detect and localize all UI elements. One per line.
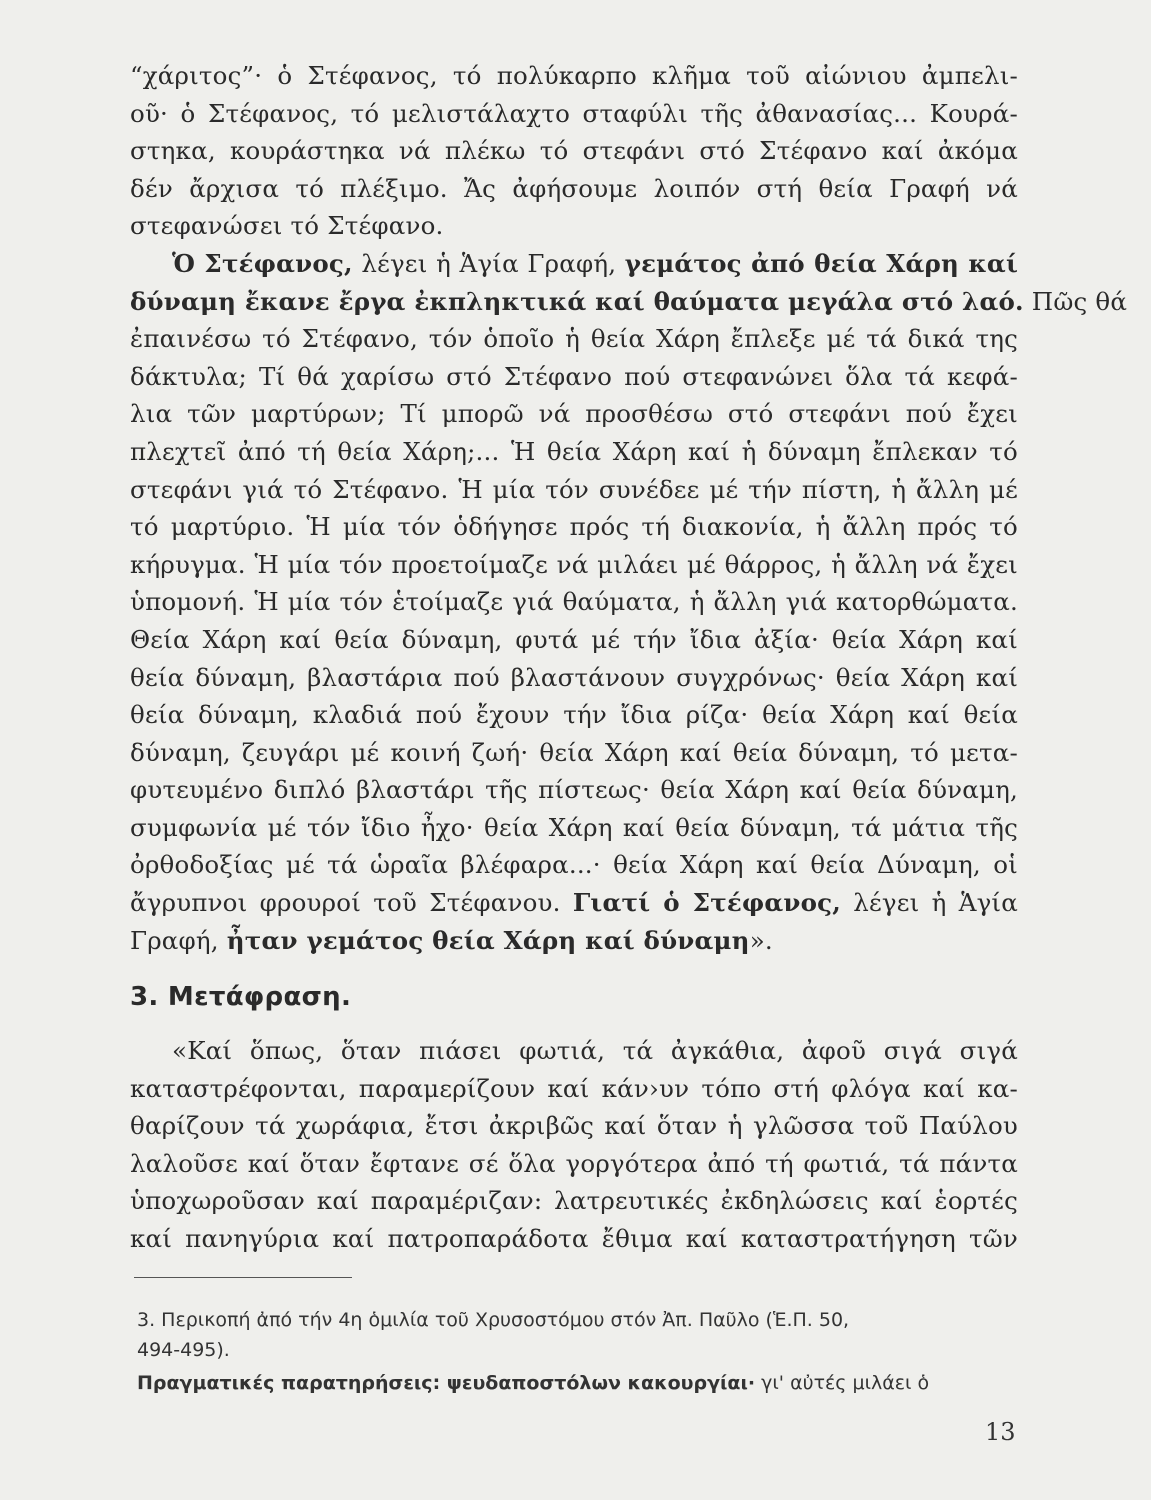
text-line: «Καί ὅπως, ὅταν πιάσει φωτιά, τά ἀγκάθια, ἀφοῦ σιγά σιγά [172, 1036, 1018, 1065]
text-line: δύναμη ἔκανε ἔργα ἐκπληκτικά καί θαύματα μεγάλα στό λαό. Πῶς θά [130, 286, 1128, 316]
text-line: συμφωνία μέ τόν ἴδιο ἦχο· θεία Χάρη καί θεία δύναμη, τά μάτια τῆς [130, 812, 1018, 842]
footnote-line: 3. Περικοπή ἀπό τήν 4η ὁμιλία τοῦ Χρυσοστόμου στόν Ἀπ. Παῦλο (Ἑ.Π. 50, [137, 1309, 850, 1331]
page-number: 13 [985, 1418, 1016, 1446]
text-line: πλεχτεῖ ἀπό τή θεία Χάρη;... Ἡ θεία Χάρη καί ἡ δύναμη ἔπλεκαν τό [130, 436, 1018, 466]
text-line: ὑπομονή. Ἡ μία τόν ἑτοίμαζε γιά θαύματα, ἡ ἄλλη γιά κατορθώματα. [130, 587, 1018, 617]
footnote-divider [134, 1277, 352, 1278]
margin-note [137, 1372, 1025, 1394]
translation-text [130, 1032, 1018, 1258]
text-line: λια τῶν μαρτύρων; Τί μπορῶ νά προσθέσω στό στεφάνι πού ἔχει [130, 399, 1018, 429]
text-line: στεφάνι γιά τό Στέφανο. Ἡ μία τόν συνέδεε μέ τήν πίστη, ἡ ἄλλη μέ [130, 474, 1018, 504]
text-line: θεία δύναμη, κλαδιά πού ἔχουν τήν ἴδια ρίζα· θεία Χάρη καί θεία [130, 700, 1018, 730]
text-line: φυτευμένο διπλό βλαστάρι τῆς πίστεως· θεία Χάρη καί θεία δύναμη, [130, 775, 1018, 805]
margin-note-rest: γι' αὐτές μιλάει ὁ [755, 1372, 930, 1394]
footnote-line: 494-495). [137, 1339, 230, 1361]
footnote [137, 1305, 1017, 1365]
text-line: ὑποχωροῦσαν καί παραμέριζαν: λατρευτικές ἐκδηλώσεις καί ἑορτές [130, 1186, 1018, 1216]
text-line: τό μαρτύριο. Ἡ μία τόν ὁδήγησε πρός τή διακονία, ἡ ἄλλη πρός τό [130, 512, 1018, 542]
text-line: “χάριτος”· ὁ Στέφανος, τό πολύκαρπο κλῆμα τοῦ αἰώνιου ἀμπελι- [130, 61, 1018, 90]
text-line: ὀρθοδοξίας μέ τά ὡραῖα βλέφαρα...· θεία Χάρη καί θεία Δύναμη, οἱ [130, 850, 1018, 880]
text-line: Θεία Χάρη καί θεία δύναμη, φυτά μέ τήν ἴδια ἀξία· θεία Χάρη καί [130, 624, 1018, 654]
text-line: δέν ἄρχισα τό πλέξιμο. Ἄς ἀφήσουμε λοιπόν στή θεία Γραφή νά [130, 173, 1018, 203]
text-line: ἐπαινέσω τό Στέφανο, τόν ὁποῖο ἡ θεία Χάρη ἔπλεξε μέ τά δικά της [130, 324, 1018, 354]
text-line: στηκα, κουράστηκα νά πλέκω τό στεφάνι στό Στέφανο καί ἀκόμα [130, 136, 1018, 166]
text-line: καταστρέφονται, παραμερίζουν καί κάν›υν τόπο στή φλόγα καί κα- [130, 1073, 1018, 1103]
text-line: λαλοῦσε καί ὅταν ἔφτανε σέ ὅλα γοργότερα ἀπό τή φωτιά, τά πάντα [130, 1148, 1018, 1178]
text-line: ἄγρυπνοι φρουροί τοῦ Στέφανου. Γιατί ὁ Στέφανος, λέγει ἡ Ἁγία [130, 888, 1018, 918]
section-heading: 3. Μετάφραση. [130, 982, 352, 1012]
text-line: καί πανηγύρια καί πατροπαράδοτα ἔθιμα καί καταστρατήγηση τῶν [130, 1223, 1018, 1253]
text-line: οῦ· ὁ Στέφανος, τό μελιστάλαχτο σταφύλι τῆς ἀθανασίας... Κουρά- [130, 98, 1018, 128]
text-line: δάκτυλα; Τί θά χαρίσω στό Στέφανο πού στεφανώνει ὅλα τά κεφά- [130, 361, 1018, 391]
text-line: δύναμη, ζευγάρι μέ κοινή ζωή· θεία Χάρη καί θεία δύναμη, τό μετα- [130, 737, 1018, 767]
main-text [130, 57, 1128, 959]
text-line: θεία δύναμη, βλαστάρια πού βλαστάνουν συγχρόνως· θεία Χάρη καί [130, 662, 1018, 692]
text-line: κήρυγμα. Ἡ μία τόν προετοίμαζε νά μιλάει μέ θάρρος, ἡ ἄλλη νά ἔχει [130, 549, 1018, 579]
text-line: Γραφή, ἦταν γεμάτος θεία Χάρη καί δύναμη». [130, 925, 773, 955]
text-line: στεφανώσει τό Στέφανο. [130, 211, 444, 241]
margin-note-bold: Πραγματικές παρατηρήσεις: ψευδαποστόλων κακουργίαι· [137, 1372, 756, 1394]
text-line: θαρίζουν τά χωράφια, ἔτσι ἀκριβῶς καί ὅταν ἡ γλῶσσα τοῦ Παύλου [130, 1111, 1018, 1141]
text-line: Ὁ Στέφανος, λέγει ἡ Ἁγία Γραφή, γεμάτος ἀπό θεία Χάρη καί [172, 248, 1019, 278]
